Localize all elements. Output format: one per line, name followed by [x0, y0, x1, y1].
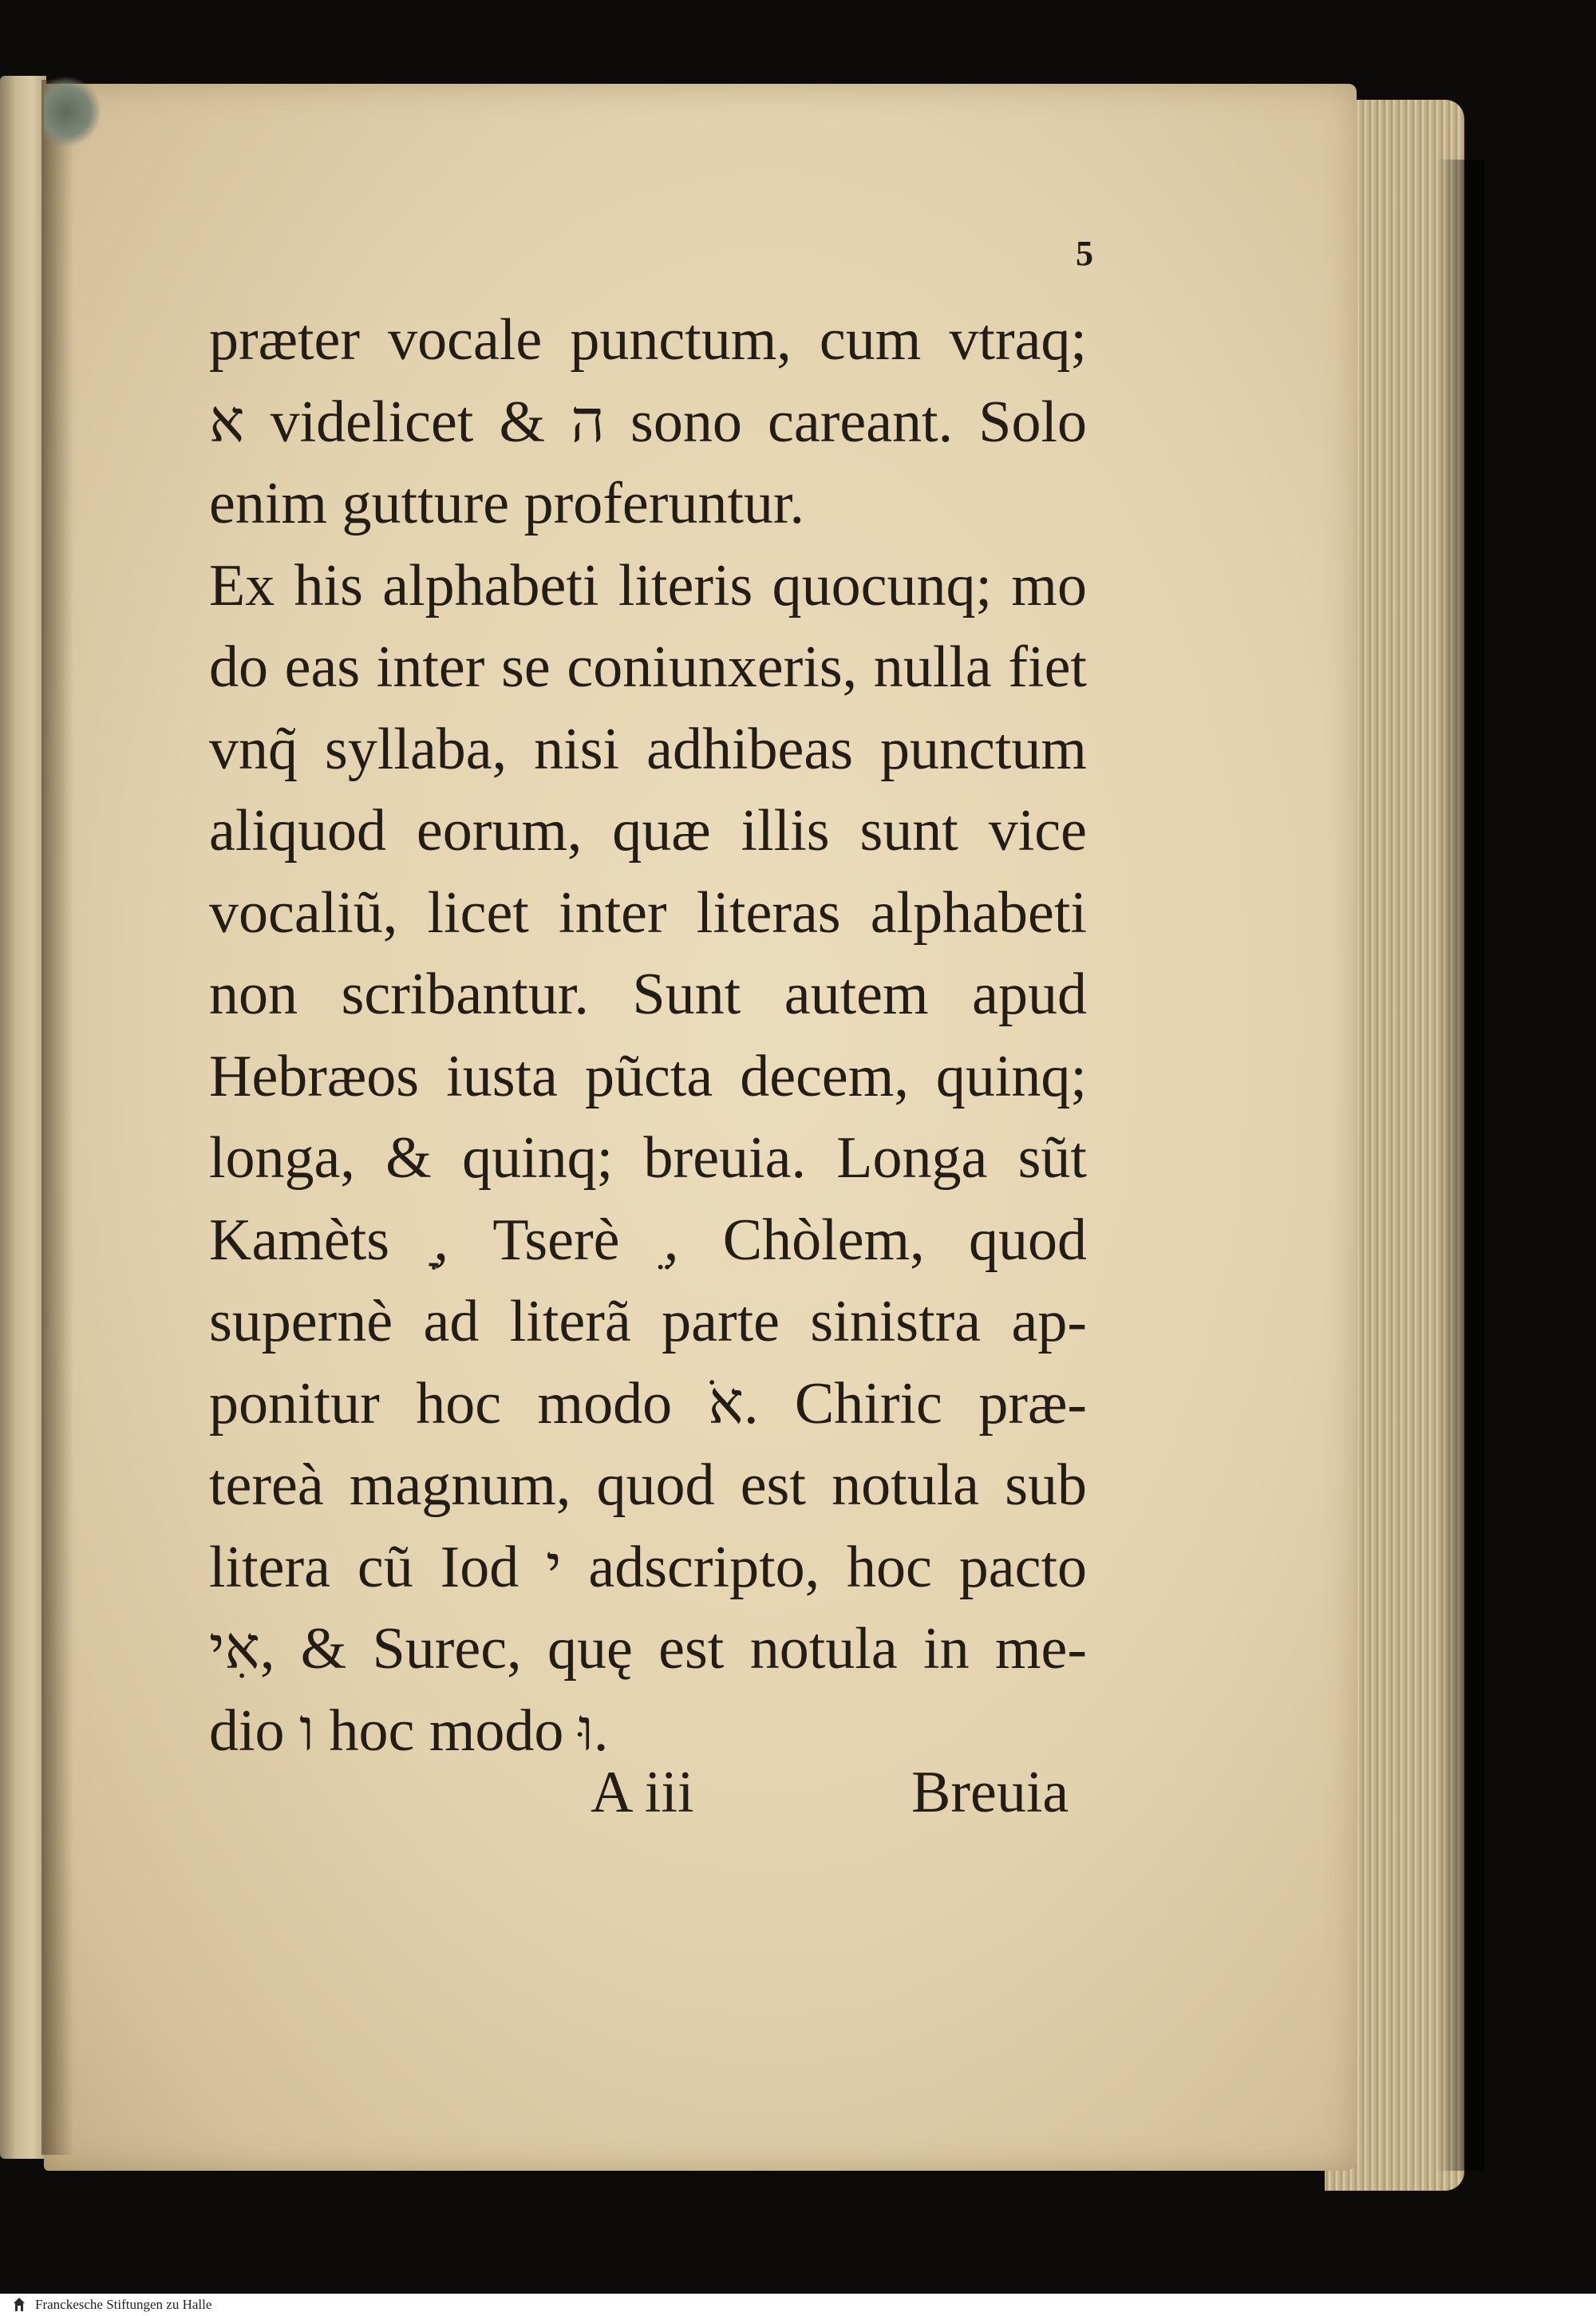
institution-credit: Franckesche Stiftungen zu Halle: [35, 2297, 212, 2312]
text-line-17: אִי, & Surec, quę est notula in me-: [209, 1616, 1087, 1682]
institution-logo-icon: [11, 2296, 27, 2314]
gutter-shadow: [41, 80, 73, 2155]
text-line-9: non scribantur. Sunt autem apud: [209, 962, 1087, 1027]
left-page-edge: [0, 76, 46, 2159]
text-line-7: aliquod eorum, quæ illis sunt vice: [209, 798, 1087, 864]
text-line-18: dio ו hoc modo וּ.: [209, 1697, 609, 1764]
text-line-1: præter vocale punctum, cum vtraq;: [209, 307, 1087, 373]
page-number: 5: [1076, 234, 1093, 273]
text-line-5: do eas inter se coniunxeris, nulla fiet: [209, 634, 1087, 700]
text-line-8: vocaliũ, licet inter literas alphabeti: [209, 879, 1087, 946]
text-block: [209, 299, 1087, 1772]
text-line-3: enim gutture proferuntur.: [209, 471, 804, 536]
signature-mark: A iii: [591, 1760, 694, 1825]
text-line-16: litera cũ Iod י adscripto, hoc pacto: [209, 1534, 1087, 1600]
text-line-10: Hebræos iusta pũcta decem, quinq;: [209, 1043, 1087, 1109]
edge-shadow: [1436, 160, 1484, 2171]
catchword: Breuia: [911, 1760, 1069, 1825]
text-line-6: vnq̃ syllaba, nisi adhibeas punctum: [209, 716, 1087, 782]
text-line-12: Kamèts ָ, Tserè ֵ, Chòlem, quod: [209, 1207, 1087, 1273]
text-line-11: longa, & quinq; breuia. Longa sũt: [209, 1125, 1087, 1191]
binding-thread: [44, 76, 100, 148]
credit-bar: [0, 2294, 1596, 2316]
text-line-14: ponitur hoc modo אֹ. Chiric præ-: [209, 1370, 1087, 1437]
text-line-2: א videlicet & ה sono careant. Solo: [209, 389, 1087, 455]
text-line-4: Ex his alphabeti literis quocunq; mo: [209, 552, 1087, 619]
text-line-15: tereà magnum, quod est notula sub: [209, 1452, 1087, 1518]
text-line-13: supernè ad literã parte sinistra ap-: [209, 1289, 1087, 1354]
